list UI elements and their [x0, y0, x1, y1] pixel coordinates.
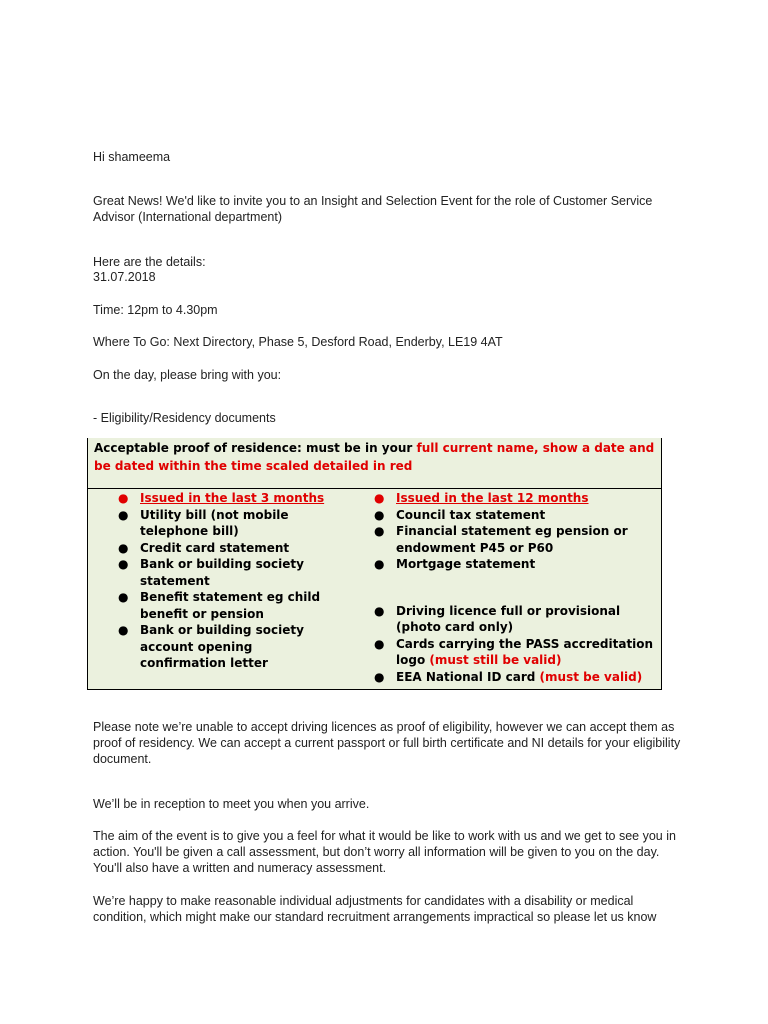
list-item: ● Utility bill (not mobile telephone bill) [118, 507, 289, 538]
aim-paragraph: The aim of the event is to give you a feel for what it would be like to work with us and we get to see you in action. You'll be given a call assessment, but don’t worry all information will be given to you on the day. You'll also have a written and numeracy assessment. [93, 829, 676, 875]
list-item: ● Bank or building society statement [118, 557, 304, 588]
bullet-icon: ● [118, 540, 129, 555]
bullet-icon: ● [118, 590, 129, 604]
table-heading-highlight: full current name, show a date and be dated within the time scaled detailed in red [94, 441, 655, 473]
bullet-icon: ● [118, 557, 129, 571]
list-item [118, 490, 340, 507]
event-date: 31.07.2018 [93, 270, 156, 284]
list-item: ● Benefit statement eg child benefit or pension [118, 590, 321, 621]
list-spacer [396, 573, 656, 603]
list-item [374, 490, 656, 507]
event-location: Where To Go: Next Directory, Phase 5, Desford Road, Enderby, LE19 4AT [93, 335, 503, 349]
bullet-icon: ● [118, 507, 129, 522]
bring-item: - Eligibility/Residency documents [93, 411, 276, 425]
details-label: Here are the details: [93, 255, 206, 269]
list-item: ● Credit card statement [118, 540, 290, 555]
list-item: ● Bank or building society account opening confirmation letter [118, 623, 304, 670]
left-column-title: Issued in the last 3 months [140, 491, 325, 505]
bullet-icon: ● [118, 491, 129, 505]
list-item: ● Cards carrying the PASS accreditation logo (must still be valid) [374, 636, 654, 667]
bullet-icon: ● [374, 524, 385, 538]
bullet-icon: ● [374, 636, 385, 651]
bullet-icon: ● [374, 507, 385, 522]
table-heading-text: Acceptable proof of residence: must be in your [94, 441, 417, 455]
list-item: ● Council tax statement [374, 507, 546, 522]
bullet-icon: ● [374, 669, 385, 684]
note-paragraph: Please note we’re unable to accept driving licences as proof of eligibility, however we can accept them as proof of residency. We can accept a current passport or full birth certificate and NI details for your eligibility document. [93, 720, 681, 766]
bullet-icon: ● [374, 603, 385, 618]
event-time: Time: 12pm to 4.30pm [93, 303, 218, 317]
list-item: ● Mortgage statement [374, 557, 536, 571]
right-column-title: Issued in the last 12 months [396, 491, 589, 505]
bullet-icon: ● [374, 491, 385, 505]
intro-paragraph: Great News! We'd like to invite you to an Insight and Selection Event for the role of Customer Service Advisor (International department) [93, 194, 653, 224]
list-item: ● Financial statement eg pension or endowment P45 or P60 [374, 524, 628, 555]
list-item: ● EEA National ID card (must be valid) [374, 669, 643, 684]
bullet-icon: ● [118, 623, 129, 637]
adjustments-paragraph: We’re happy to make reasonable individual adjustments for candidates with a disability or medical condition, which might make our standard recruitment arrangements impractical so please let us know [93, 894, 657, 924]
bring-label: On the day, please bring with you: [93, 368, 282, 382]
table-heading [88, 438, 661, 489]
bullet-icon: ● [374, 557, 385, 571]
left-column-list [118, 490, 340, 672]
residence-proof-table [87, 438, 662, 690]
list-item: ● Driving licence full or provisional (photo card only) [374, 603, 621, 634]
reception-paragraph: We’ll be in reception to meet you when you arrive. [93, 797, 370, 811]
greeting: Hi shameema [93, 150, 171, 164]
right-column-list [374, 490, 656, 685]
